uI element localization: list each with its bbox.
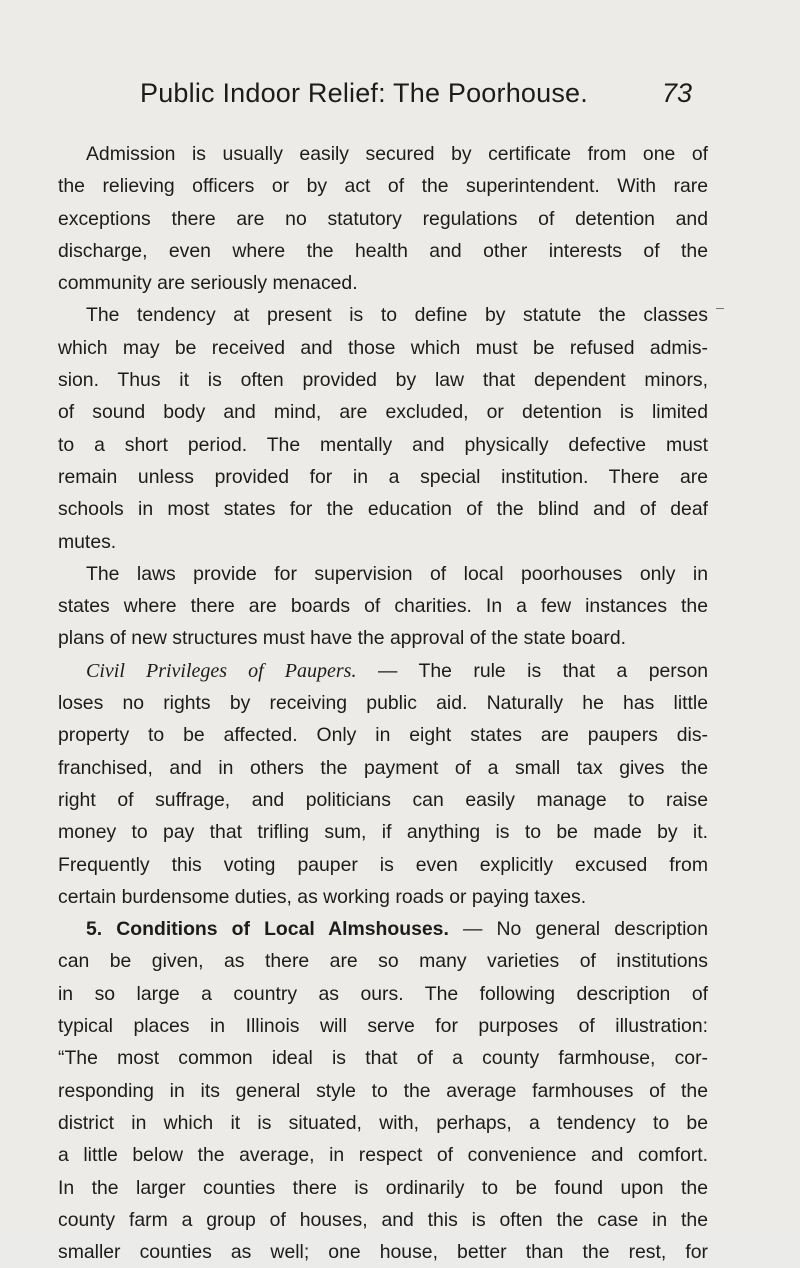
text-line: typical places in Illinois will serve for purposes of illustration:: [58, 1015, 708, 1038]
text-line: The laws provide for supervision of local poorhouses only in: [86, 562, 708, 585]
text-line: county farm a group of houses, and this is often the case in the: [58, 1208, 708, 1231]
text-line: right of suffrage, and politicians can easily manage to raise: [58, 788, 708, 811]
text-line: exceptions there are no statutory regulations of detention and: [58, 207, 708, 230]
paragraph-supervision: [58, 558, 708, 655]
text-line: discharge, even where the health and other interests of the: [58, 239, 708, 262]
paragraph-civil-privileges: [58, 655, 708, 913]
body-text: [58, 138, 708, 1268]
text-line: which may be received and those which must be refused admis-: [58, 336, 708, 359]
running-head: Public Indoor Relief: The Poorhouse.: [140, 78, 588, 108]
text-line: Frequently this voting pauper is even explicitly excused from: [58, 853, 708, 876]
text-line: states where there are boards of charities. In a few instances the: [58, 595, 708, 618]
text-line: responding in its general style to the average farmhouses of the: [58, 1079, 708, 1102]
text-line: certain burdensome duties, as working roads or paying taxes.: [58, 885, 587, 908]
paragraph-admission: [58, 138, 708, 299]
section-heading-conditions: 5. Conditions of Local Almshouses.: [86, 918, 449, 941]
page-header: [0, 78, 800, 118]
page-number: 73: [662, 78, 693, 108]
text-line: to a short period. The mentally and physically defective must: [58, 433, 708, 456]
paragraph-tendency: [58, 299, 708, 557]
text-line: community are seriously menaced.: [58, 272, 358, 295]
text-line: franchised, and in others the payment of a small tax gives the: [58, 756, 708, 779]
text-line: a little below the average, in respect of convenience and comfort.: [58, 1144, 708, 1167]
text-line: [58, 655, 708, 687]
text-line: remain unless provided for in a special institution. There are: [58, 465, 708, 488]
text-line: loses no rights by receiving public aid. Naturally he has little: [58, 692, 708, 715]
heading-line-rest: — The rule is that a person: [377, 659, 708, 682]
text-line: schools in most states for the education of the blind and of deaf: [58, 498, 708, 521]
text-line: in so large a country as ours. The following description of: [58, 982, 708, 1005]
text-line: the relieving officers or by act of the superintendent. With rare: [58, 175, 708, 198]
text-line: The tendency at present is to define by statute the classes: [86, 304, 708, 327]
paragraph-conditions: [58, 913, 708, 1268]
text-line: can be given, as there are so many varieties of institutions: [58, 950, 708, 973]
text-line: mutes.: [58, 530, 117, 553]
text-line: Admission is usually easily secured by certificate from one of: [86, 143, 708, 165]
text-line: “The most common ideal is that of a county farmhouse, cor-: [58, 1047, 708, 1070]
text-line: smaller counties as well; one house, better than the rest, for: [58, 1241, 708, 1264]
text-line: of sound body and mind, are excluded, or detention is limited: [58, 401, 708, 424]
text-line: money to pay that trifling sum, if anything is to be made by it.: [58, 821, 708, 844]
text-line: In the larger counties there is ordinarily to be found upon the: [58, 1176, 708, 1199]
text-line: property to be affected. Only in eight states are paupers dis-: [58, 724, 708, 747]
text-line: [58, 913, 708, 945]
text-line: district in which it is situated, with, perhaps, a tendency to be: [58, 1111, 708, 1134]
text-line: plans of new structures must have the approval of the state board.: [58, 627, 627, 650]
heading-line-rest: — No general description: [462, 918, 708, 941]
scan-artifact: [716, 308, 724, 309]
section-heading-civil-privileges: Civil Privileges of Paupers.: [86, 659, 357, 682]
text-line: sion. Thus it is often provided by law that dependent minors,: [58, 369, 708, 392]
